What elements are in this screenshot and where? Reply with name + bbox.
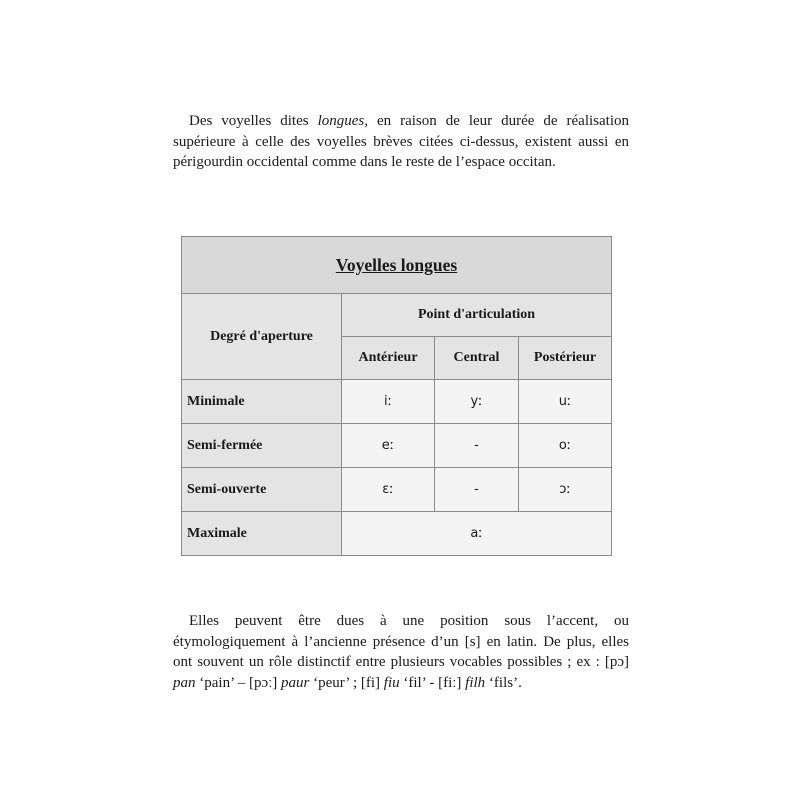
table-cell: - (435, 468, 519, 512)
table-cell: uː (519, 380, 612, 424)
intro-text-a: Des voyelles dites (189, 113, 318, 129)
row-header-label: Degré d'aperture (182, 294, 342, 380)
column-header-posterieur: Postérieur (519, 337, 612, 380)
explanation-paragraph (173, 611, 629, 693)
group-header: Point d'articulation (342, 294, 612, 337)
long-vowels-table (181, 236, 612, 556)
table-cell: aː (342, 512, 612, 556)
table-row (182, 380, 612, 424)
table-cell: oː (519, 424, 612, 468)
explanation-text-5: ‘fils’. (485, 674, 522, 691)
intro-emphasis: longues (317, 113, 365, 129)
table-title-cell (182, 237, 612, 294)
table-row (182, 424, 612, 468)
table-cell: ɔː (519, 468, 612, 512)
example-word-filh: filh (465, 674, 486, 691)
explanation-text-1: Elles peuvent être dues à une position sous l’accent, ou étymologiquement à l’ancienne présence d’un [s] en latin. De plus, elles ont souvent un rôle distinctif entre plusieurs vocables possibles ; ex : [pɔ] (173, 613, 629, 670)
explanation-text-3: ‘peur’ ; [fi] (309, 674, 384, 691)
table-cell: eː (342, 424, 435, 468)
row-label-minimale: Minimale (182, 380, 342, 424)
table-row (182, 468, 612, 512)
explanation-text-2: ‘pain’ – [pɔː] (195, 674, 282, 691)
table-title: Voyelles longues (335, 254, 458, 275)
row-label-semi-ouverte: Semi-ouverte (182, 468, 342, 512)
row-label-maximale: Maximale (182, 512, 342, 556)
example-word-paur: paur (281, 674, 310, 691)
table-cell: iː (342, 380, 435, 424)
row-label-semi-fermee: Semi-fermée (182, 424, 342, 468)
column-header-anterieur: Antérieur (342, 337, 435, 380)
table-row (182, 512, 612, 556)
table-cell: yː (435, 380, 519, 424)
example-word-pan: pan (173, 674, 196, 691)
table-cell: ɛː (342, 468, 435, 512)
column-header-central: Central (435, 337, 519, 380)
intro-text-b: , en raison de leur durée de réalisation supérieure à celle des voyelles brèves citées ci-dessus, existent aussi en périgourdin occidental comme dans le reste de l’espace occitan. (173, 113, 629, 170)
explanation-text-4: ‘fil’ - [fiː] (399, 674, 466, 691)
intro-paragraph (173, 111, 629, 173)
example-word-fiu: fiu (383, 674, 400, 691)
table-cell: - (435, 424, 519, 468)
